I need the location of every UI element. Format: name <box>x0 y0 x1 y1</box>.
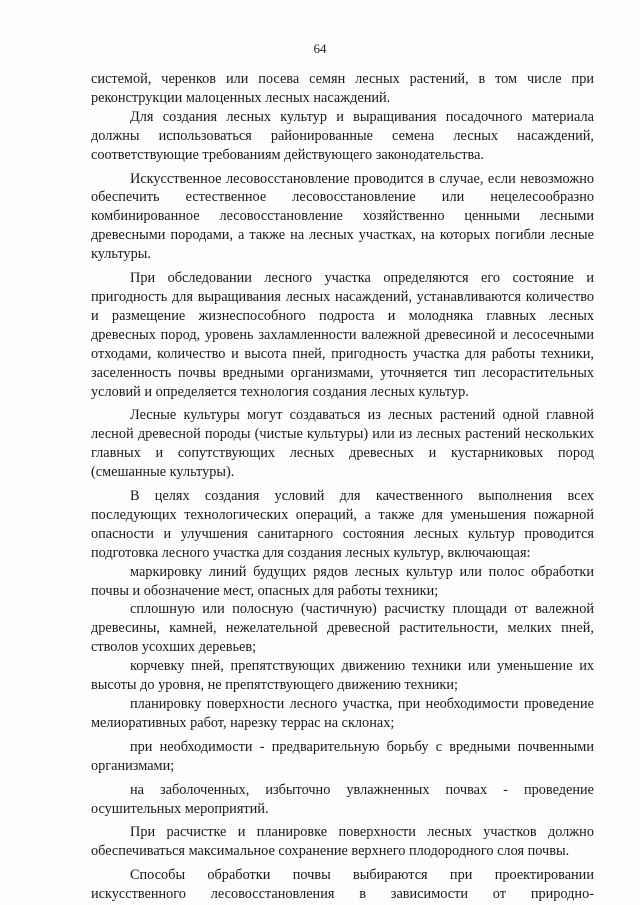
paragraph: Лесные культуры могут создаваться из лесных растений одной главной лесной древесной породы (чистые культуры) или из лесных растений нескольких главных и сопутствующих лесных древесных и кустарниковых пород (смешанные культуры). <box>91 407 594 481</box>
paragraph: Искусственное лесовосстановление проводится в случае, если невозможно обеспечить естественное лесовосстановление или нецелесообразно комбинированное лесовосстановление хозяйственно ценными лесными древесными породами, а также на лесных участках, на которых погибли лесные культуры. <box>91 170 594 263</box>
paragraph: планировку поверхности лесного участка, при необходимости проведение мелиоративных работ, нарезку террас на склонах; <box>91 696 594 731</box>
paragraph: При расчистке и планировке поверхности лесных участков должно обеспечиваться максимальное сохранение верхнего плодородного слоя почвы. <box>91 824 594 860</box>
paragraph: на заболоченных, избыточно увлажненных почвах - проведение осушительных мероприятий. <box>91 781 594 817</box>
paragraph: системой, черенков или посева семян лесных растений, в том числе при реконструкции малоценных лесных насаждений. <box>91 71 594 106</box>
paragraph: маркировку линий будущих рядов лесных культур или полос обработки почвы и обозначение мест, опасных для работы техники; <box>91 563 594 599</box>
paragraph: сплошную или полосную (частичную) расчистку площади от валежной древесины, камней, нежелательной древесной растительности, мелких пней, стволов усохших деревьев; <box>91 601 594 656</box>
paragraph: В целях создания условий для качественного выполнения всех последующих технологических операций, а также для уменьшения пожарной опасности и улучшения санитарного состояния лесных культур проводится подготовка лесного участка для создания лесных культур, включающая: <box>91 488 594 561</box>
paragraph: При обследовании лесного участка определяются его состояние и пригодность для выращивания лесных насаждений, устанавливаются количество и размещение жизнеспособного подроста и молодняка главных лесных древесных пород, уровень захламленности валежной древесиной и лесосечными отходами, количество и высота пней, пригодность участка для работы техники, заселенность почвы вредными организмами, уточняется тип лесорастительных условий и определяется технология создания лесных культур. <box>91 270 594 400</box>
page-number: 64 <box>313 41 327 56</box>
document-body <box>91 70 594 904</box>
paragraph: Способы обработки почвы выбираются при проектировании искусственного лесовосстановления в зависимости от природно- <box>91 867 594 903</box>
paragraph: корчевку пней, препятствующих движению техники или уменьшение их высоты до уровня, не препятствующего движению техники; <box>91 658 594 694</box>
paragraph: Для создания лесных культур и выращивания посадочного материала должны использоваться районированные семена лесных насаждений, соответствующие требованиям действующего законодательства. <box>91 108 594 163</box>
paragraph: при необходимости - предварительную борьбу с вредными почвенными организмами; <box>91 738 594 774</box>
